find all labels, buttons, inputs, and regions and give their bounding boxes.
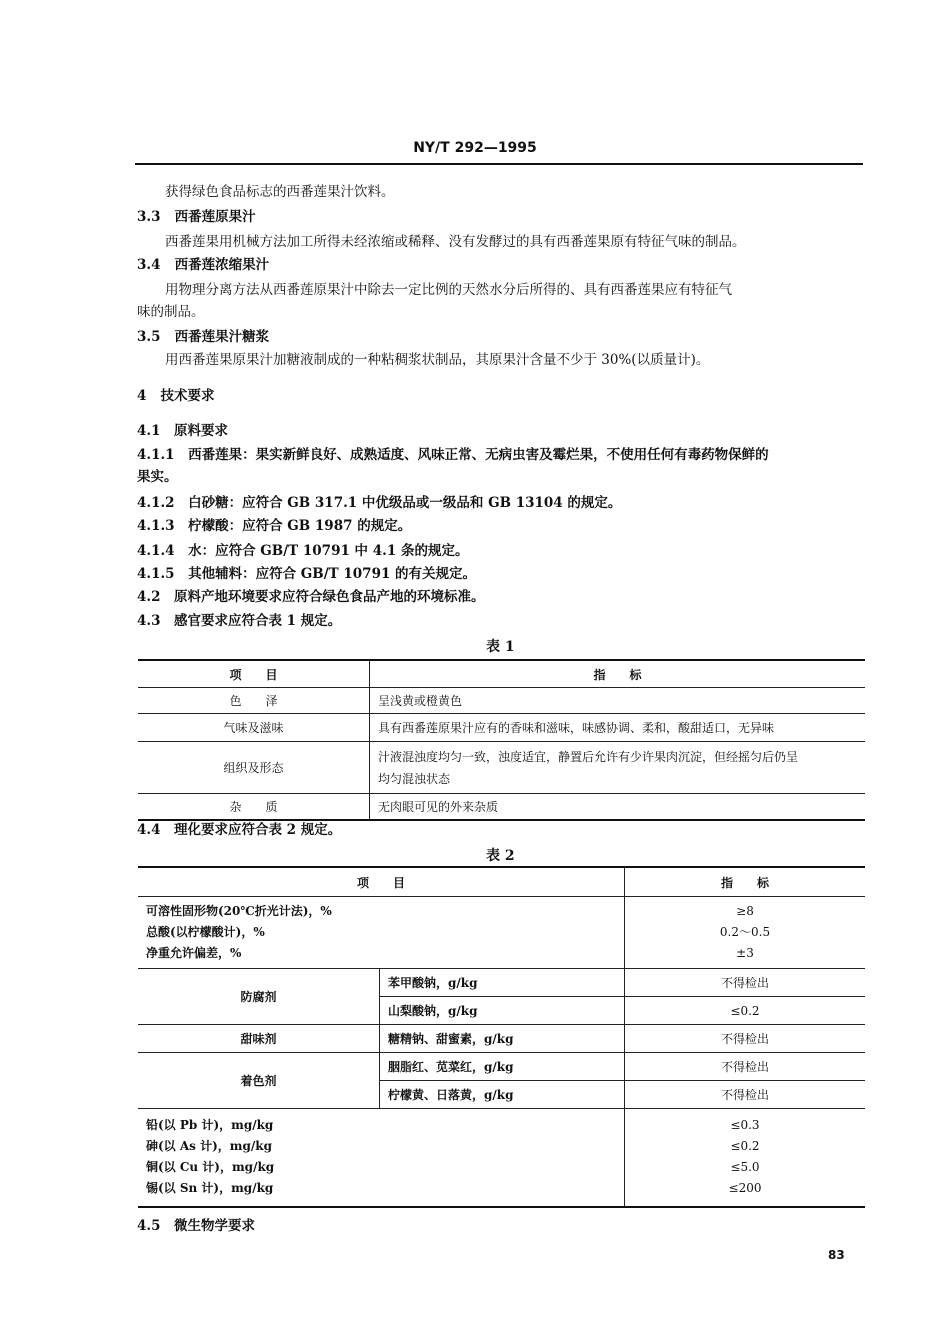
row-value-line: 均匀混浊状态	[378, 771, 451, 786]
page-number: 83	[828, 1248, 845, 1262]
section-4-2: 4.2 原料产地环境要求应符合绿色食品产地的环境标准。	[137, 589, 485, 605]
table-header-row	[138, 660, 865, 688]
preservative-group: 防腐剂	[138, 969, 380, 1025]
table-row	[138, 897, 865, 969]
table-row	[138, 1053, 865, 1081]
row-item: 色 泽	[138, 688, 370, 714]
table-row	[138, 688, 865, 714]
row-item: 铜(以 Cu 计)，mg/kg	[146, 1160, 275, 1175]
table-row	[138, 969, 865, 997]
colorant-group: 着色剂	[138, 1053, 380, 1109]
header-index: 指 标	[625, 867, 866, 897]
row-item: 砷(以 As 计)，mg/kg	[146, 1139, 272, 1154]
row-value: ≤0.2	[730, 1139, 760, 1154]
section-4-1-2: 4.1.2 白砂糖：应符合 GB 317.1 中优级品或一级品和 GB 13104 的规定。	[137, 495, 622, 511]
metal-values	[625, 1109, 866, 1207]
section-3-4-text-line2: 味的制品。	[137, 304, 205, 320]
header-index: 指 标	[370, 660, 866, 688]
row-value: 具有西番莲原果汁应有的香味和滋味，味感协调、柔和，酸甜适口，无异味	[370, 714, 866, 742]
section-4-1-3: 4.1.3 柠檬酸：应符合 GB 1987 的规定。	[137, 518, 412, 534]
table2-caption: 表 2	[486, 848, 515, 864]
row-value-line: 汁液混浊度均匀一致，浊度适宜，静置后允许有少许果肉沉淀，但经摇匀后仍呈	[378, 749, 799, 764]
section-4-5: 4.5 微生物学要求	[137, 1218, 255, 1234]
row-item: 总酸(以柠檬酸计)，%	[146, 925, 265, 939]
row-item: 杂 质	[138, 794, 370, 820]
row-item: 锡(以 Sn 计)，mg/kg	[146, 1181, 274, 1196]
row-item: 糖精钠、甜蜜素，g/kg	[380, 1025, 625, 1053]
row-value: ≤0.3	[730, 1118, 760, 1133]
section-number: 3.3	[137, 209, 161, 225]
section-title: 西番莲原果汁	[174, 209, 256, 225]
row-value: ≤200	[728, 1181, 762, 1196]
intro-paragraph: 获得绿色食品标志的西番莲果汁饮料。	[165, 184, 395, 200]
row-item: 山梨酸钠，g/kg	[380, 997, 625, 1025]
section-4-3: 4.3 感官要求应符合表 1 规定。	[137, 613, 342, 629]
row-item: 苯甲酸钠，g/kg	[380, 969, 625, 997]
row-value: ±3	[736, 946, 754, 960]
table-row	[138, 742, 865, 794]
row-value: ≥8	[736, 904, 754, 918]
sweetener-group: 甜味剂	[138, 1025, 380, 1053]
section-3-4-heading	[137, 255, 269, 275]
row-item: 铅(以 Pb 计)，mg/kg	[146, 1118, 274, 1133]
section-title: 技术要求	[160, 388, 215, 404]
row-value	[370, 742, 866, 794]
section-4-4: 4.4 理化要求应符合表 2 规定。	[137, 822, 342, 838]
row-value: 0.2～0.5	[719, 925, 771, 939]
row-value: 不得检出	[625, 1081, 866, 1109]
row-value: ≤0.2	[625, 997, 866, 1025]
row-value: 无肉眼可见的外来杂质	[370, 794, 866, 820]
section-4-1-4: 4.1.4 水：应符合 GB/T 10791 中 4.1 条的规定。	[137, 543, 469, 559]
row-item: 胭脂红、苋菜红，g/kg	[380, 1053, 625, 1081]
table-row	[138, 794, 865, 820]
section-number: 3.5	[137, 329, 161, 345]
header-item: 项 目	[138, 867, 625, 897]
row-value: 不得检出	[625, 969, 866, 997]
row-item: 柠檬黄、日落黄，g/kg	[380, 1081, 625, 1109]
section-4-1-5: 4.1.5 其他辅料：应符合 GB/T 10791 的有关规定。	[137, 566, 477, 582]
table-row	[138, 714, 865, 742]
section-number: 3.4	[137, 257, 161, 273]
section-title: 西番莲果汁糖浆	[174, 329, 270, 345]
section-4-1-1-line2: 果实。	[137, 469, 178, 485]
section-3-5-text: 用西番莲果原果汁加糖液制成的一种粘稠浆状制品，其原果汁含量不少于 30%(以质量计)。	[165, 352, 710, 368]
physicochemical-requirements-table	[138, 866, 865, 1208]
section-4-heading	[137, 386, 215, 406]
row-value: 呈浅黄或橙黄色	[370, 688, 866, 714]
table-row	[138, 1025, 865, 1053]
row-value: 不得检出	[625, 1025, 866, 1053]
section-3-3-heading	[137, 207, 256, 227]
basic-items	[138, 897, 625, 969]
document-code: NY/T 292—1995	[413, 140, 537, 156]
basic-values	[625, 897, 866, 969]
section-3-3-text: 西番莲果用机械方法加工所得未经浓缩或稀释、没有发酵过的具有西番莲果原有特征气味的制品。	[165, 234, 746, 250]
row-item: 净重允许偏差，%	[146, 946, 242, 960]
table1-caption: 表 1	[486, 639, 515, 655]
row-item: 气味及滋味	[138, 714, 370, 742]
row-value: 不得检出	[625, 1053, 866, 1081]
row-item: 组织及形态	[138, 742, 370, 794]
header-item: 项 目	[138, 660, 370, 688]
metal-items	[138, 1109, 625, 1207]
section-4-1-1-line1: 4.1.1 西番莲果：果实新鲜良好、成熟适度、风味正常、无病虫害及霉烂果，不使用任何有毒药物保鲜的	[137, 447, 769, 463]
section-3-5-heading	[137, 327, 269, 347]
table-row	[138, 1109, 865, 1207]
row-value: ≤5.0	[730, 1160, 760, 1175]
section-title: 西番莲浓缩果汁	[174, 257, 270, 273]
section-4-1: 4.1 原料要求	[137, 423, 228, 439]
row-item: 可溶性固形物(20℃折光计法)，%	[146, 904, 332, 918]
table-header-row	[138, 867, 865, 897]
sensory-requirements-table	[138, 659, 865, 821]
header-rule	[135, 163, 863, 165]
section-3-4-text-line1: 用物理分离方法从西番莲原果汁中除去一定比例的天然水分后所得的、具有西番莲果应有特征气	[165, 282, 732, 298]
section-number: 4	[137, 388, 147, 404]
